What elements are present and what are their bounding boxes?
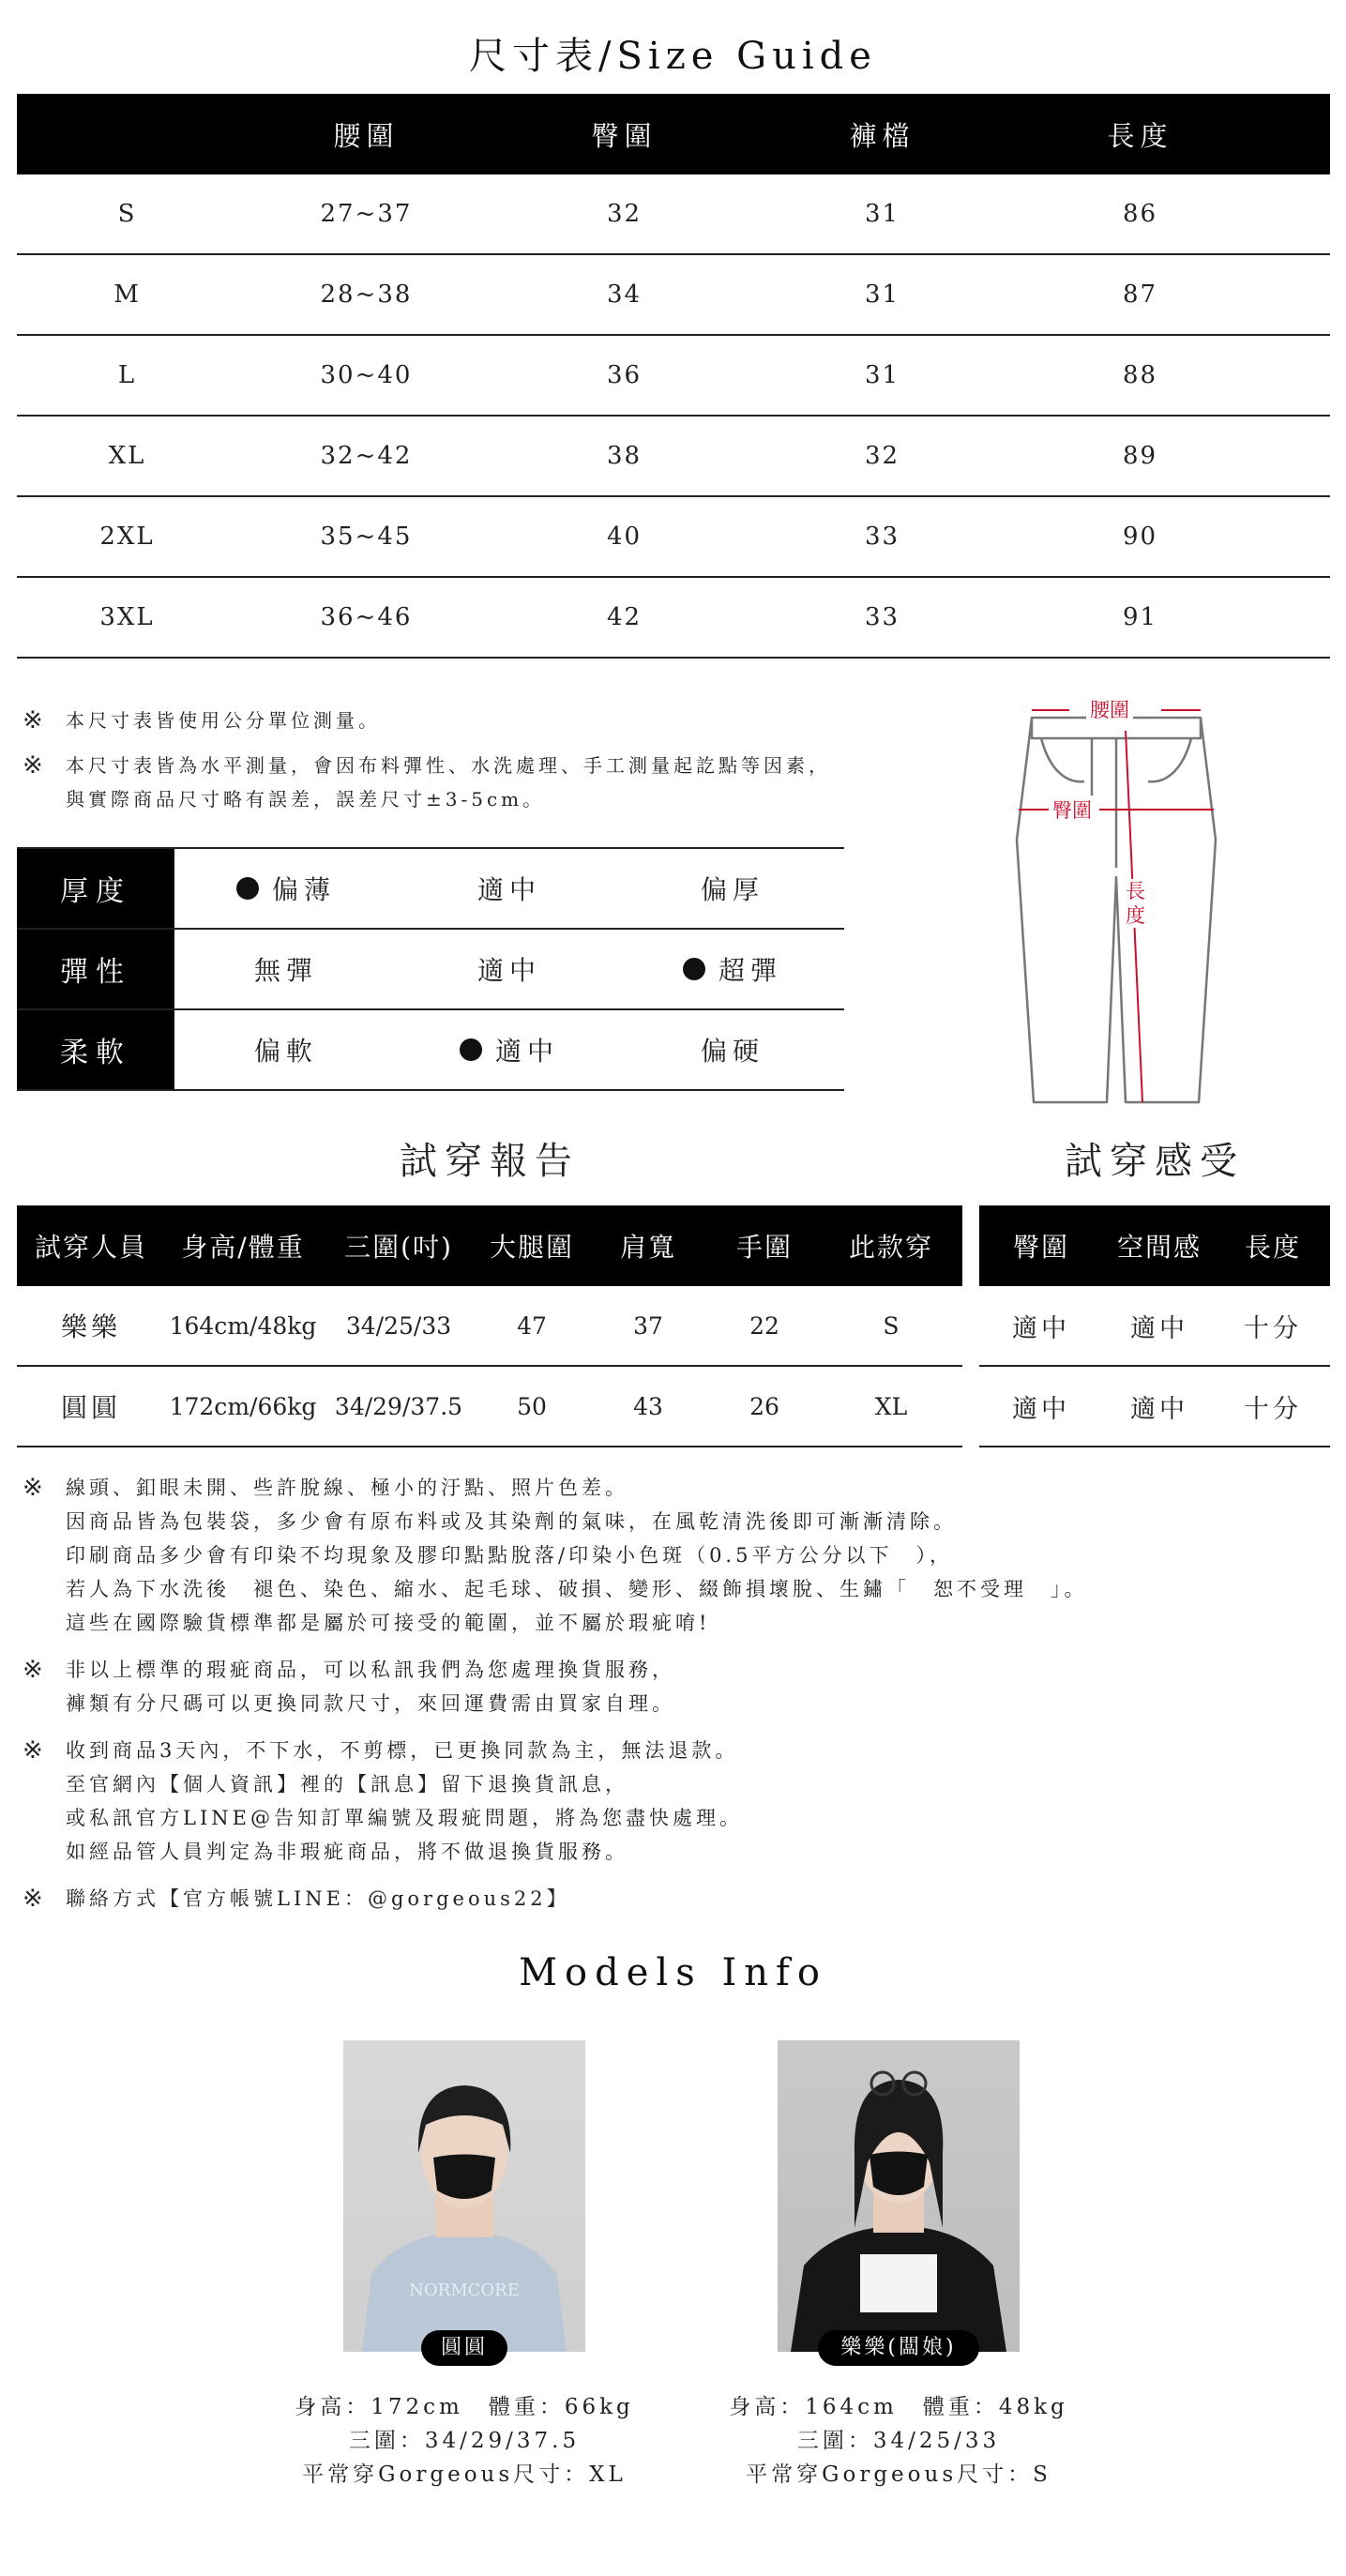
feel-option — [174, 930, 398, 1008]
length-label-char: 度 — [1126, 904, 1145, 927]
feel-row-thickness — [17, 847, 844, 930]
selected-dot-icon — [236, 877, 259, 900]
feel-option — [174, 1010, 398, 1089]
table-row — [17, 578, 1330, 659]
table-cell: 36 — [606, 361, 643, 389]
header-cell: 手圍 — [735, 1232, 793, 1263]
model-stat-line: 身高：164cm 體重：48kg — [729, 2395, 1068, 2419]
feel-row-softness — [17, 1010, 844, 1091]
model-stat-line: 三圍：34/25/33 — [796, 2429, 1001, 2453]
table-cell: 33 — [864, 603, 900, 631]
note-text: 與實際商品尺寸略有誤差，誤差尺寸±3-5cm。 — [66, 788, 546, 811]
table-cell: 27~37 — [320, 200, 413, 228]
policy-block-contact — [23, 1882, 1317, 1916]
header-cell: 身高/體重 — [181, 1232, 305, 1263]
length-label — [1126, 879, 1145, 928]
tester-name: 圓圓 — [60, 1392, 121, 1423]
model-stats — [253, 2390, 675, 2492]
header-cell: 試穿人員 — [34, 1232, 147, 1263]
table-cell: 32~42 — [320, 442, 413, 470]
table-cell: 十分 — [1244, 1394, 1302, 1424]
models-info-title: Models Info — [519, 1951, 827, 1994]
table-row — [979, 1286, 1330, 1367]
table-cell: S — [883, 1311, 900, 1340]
feel-option — [398, 849, 621, 928]
feel-label: 厚度 — [17, 849, 174, 928]
fabric-feel-table — [17, 847, 844, 1091]
table-row — [17, 497, 1330, 578]
table-cell: 43 — [633, 1392, 663, 1420]
reference-mark-icon: ※ — [23, 1656, 47, 1684]
table-cell: 35~45 — [320, 523, 413, 551]
option-label: 偏軟 — [253, 1036, 318, 1067]
table-cell: 適中 — [1012, 1313, 1070, 1343]
waist-label: 腰圍 — [1086, 695, 1133, 723]
model-stat-line: 三圍：34/29/37.5 — [348, 2429, 581, 2453]
table-cell: 50 — [517, 1392, 547, 1420]
svg-text:NORMCORE: NORMCORE — [409, 2281, 520, 2300]
table-cell: 34/29/37.5 — [334, 1392, 463, 1420]
table-cell: 37 — [633, 1311, 663, 1340]
policy-line: 或私訊官方LINE@告知訂單編號及瑕疵問題，將為您盡快處理。 — [66, 1807, 743, 1829]
selected-dot-icon — [683, 958, 705, 980]
table-row — [17, 417, 1330, 497]
contact-line: 聯絡方式【官方帳號LINE：@gorgeous22】 — [66, 1887, 570, 1910]
table-cell: 26 — [749, 1392, 779, 1420]
model-photo — [343, 2040, 585, 2352]
table-row — [17, 336, 1330, 417]
table-cell: 適中 — [1130, 1394, 1188, 1424]
policy-line: 收到商品3天內，不下水，不剪標，已更換同款為主，無法退款。 — [66, 1739, 739, 1762]
table-cell: 適中 — [1130, 1313, 1188, 1343]
reference-mark-icon: ※ — [23, 706, 47, 735]
table-cell: 172cm/66kg — [169, 1392, 317, 1420]
trial-report-title: 試穿報告 — [400, 1140, 580, 1183]
table-cell: 33 — [864, 523, 900, 551]
table-cell: 91 — [1122, 603, 1158, 631]
selected-dot-icon — [460, 1038, 482, 1061]
table-cell: 87 — [1122, 280, 1158, 309]
trial-report-header — [17, 1205, 962, 1286]
header-cell: 大腿圍 — [489, 1232, 574, 1263]
size-label: M — [113, 280, 141, 309]
table-cell: 十分 — [1244, 1313, 1302, 1343]
option-label: 偏厚 — [700, 874, 764, 905]
feel-option — [621, 930, 844, 1008]
trial-feel-table — [979, 1205, 1330, 1447]
policy-line: 這些在國際驗貨標準都是屬於可接受的範圍，並不屬於瑕疵唷! — [66, 1612, 711, 1634]
table-cell: 88 — [1122, 361, 1158, 389]
length-label-char: 長 — [1126, 880, 1145, 902]
header-cell: 褲檔 — [849, 119, 915, 152]
table-cell: 42 — [606, 603, 643, 631]
table-cell: 32 — [606, 200, 643, 228]
policy-line: 線頭、釦眼未開、些許脫線、極小的汙點、照片色差。 — [66, 1477, 628, 1499]
policy-line: 非以上標準的瑕疵商品，可以私訊我們為您處理換貨服務， — [66, 1659, 675, 1681]
size-table-header — [17, 94, 1330, 174]
table-cell: 164cm/48kg — [169, 1311, 317, 1340]
policy-line: 若人為下水洗後 褪色、染色、縮水、起毛球、破損、變形、綴飾損壞脫、生鏽「 恕不受理 」。 — [66, 1578, 1088, 1600]
table-cell: 適中 — [1012, 1394, 1070, 1424]
feel-option — [621, 849, 844, 928]
trial-report-table — [17, 1205, 962, 1447]
pants-measure-diagram — [994, 689, 1238, 1112]
feel-option — [398, 930, 621, 1008]
header-cell: 臀圍 — [1012, 1232, 1069, 1263]
feel-option — [174, 849, 398, 928]
header-cell: 腰圍 — [333, 119, 400, 152]
option-label: 偏硬 — [700, 1036, 764, 1067]
table-cell: 90 — [1122, 523, 1158, 551]
table-row — [979, 1367, 1330, 1447]
measure-note-1 — [23, 704, 960, 737]
header-cell: 此款穿 — [848, 1232, 933, 1263]
size-label: XL — [108, 442, 146, 470]
model-name-pill: 圓圓 — [421, 2330, 507, 2366]
note-text: 本尺寸表皆為水平測量，會因布料彈性、水洗處理、手工測量起訖點等因素， — [66, 754, 831, 777]
table-cell: 28~38 — [320, 280, 413, 309]
policy-block-exchange — [23, 1653, 1317, 1720]
size-label: 2XL — [99, 523, 155, 551]
option-label: 適中 — [476, 955, 541, 986]
header-cell: 長度 — [1107, 119, 1173, 152]
table-cell: 86 — [1122, 200, 1158, 228]
policy-line: 至官網內【個人資訊】裡的【訊息】留下退換貨訊息， — [66, 1773, 628, 1796]
option-label: 偏薄 — [271, 874, 336, 905]
hip-label: 臀圍 — [1051, 796, 1094, 824]
table-cell: 22 — [749, 1311, 779, 1340]
option-label: 適中 — [494, 1036, 559, 1067]
table-cell: 34 — [606, 280, 643, 309]
header-cell: 臀圍 — [591, 119, 658, 152]
model-stat-line: 平常穿Gorgeous尺寸：S — [746, 2462, 1051, 2487]
size-guide-title: 尺寸表/Size Guide — [469, 35, 877, 78]
option-label: 超彈 — [718, 955, 782, 986]
table-cell: 38 — [606, 442, 643, 470]
table-row — [17, 1367, 962, 1447]
feel-row-elasticity — [17, 930, 844, 1010]
table-cell: 31 — [864, 361, 900, 389]
table-cell: 47 — [517, 1311, 547, 1340]
model-stats — [688, 2390, 1110, 2492]
table-cell: 36~46 — [320, 603, 413, 631]
feel-label: 彈性 — [17, 930, 174, 1008]
policy-block-defects — [23, 1471, 1317, 1640]
size-table — [17, 94, 1330, 659]
header-cell: 肩寬 — [619, 1232, 676, 1263]
table-cell: 32 — [864, 442, 900, 470]
reference-mark-icon: ※ — [23, 751, 47, 780]
option-label: 適中 — [476, 874, 541, 905]
model-stat-line: 身高：172cm 體重：66kg — [295, 2395, 634, 2419]
policy-line: 印刷商品多少會有印染不均現象及膠印點點脫落/印染小色斑（0.5平方公分以下 ）， — [66, 1544, 953, 1567]
tester-name: 樂樂 — [60, 1311, 121, 1342]
policy-block-returns — [23, 1734, 1317, 1869]
note-text: 本尺寸表皆使用公分單位測量。 — [66, 709, 381, 732]
header-cell: 長度 — [1244, 1232, 1301, 1263]
model-figure-icon — [778, 2040, 1020, 2352]
table-cell: 40 — [606, 523, 643, 551]
reference-mark-icon: ※ — [23, 1736, 47, 1765]
feel-option — [398, 1010, 621, 1089]
reference-mark-icon: ※ — [23, 1885, 47, 1913]
feel-option — [621, 1010, 844, 1089]
policy-line: 如經品管人員判定為非瑕疵商品，將不做退換貨服務。 — [66, 1841, 628, 1863]
table-cell: 89 — [1122, 442, 1158, 470]
model-photo — [778, 2040, 1020, 2352]
policy-line: 褲類有分尺碼可以更換同款尺寸，來回運費需由買家自理。 — [66, 1692, 675, 1715]
table-cell: 34/25/33 — [345, 1311, 452, 1340]
table-cell: XL — [874, 1392, 908, 1420]
table-row — [17, 174, 1330, 255]
measure-note-2 — [23, 749, 960, 816]
reference-mark-icon: ※ — [23, 1474, 47, 1502]
trial-feel-title: 試穿感受 — [1065, 1140, 1245, 1183]
table-cell: 30~40 — [320, 361, 413, 389]
trial-feel-header — [979, 1205, 1330, 1286]
table-cell: 31 — [864, 200, 900, 228]
table-row — [17, 1286, 962, 1367]
size-label: 3XL — [99, 603, 155, 631]
pants-outline-icon — [994, 689, 1238, 1112]
model-name-pill: 樂樂(闆娘) — [818, 2330, 979, 2366]
return-policy-notes — [23, 1471, 1317, 1929]
model-figure-icon — [343, 2040, 585, 2352]
feel-label: 柔軟 — [17, 1010, 174, 1089]
table-row — [17, 255, 1330, 336]
size-label: L — [117, 361, 137, 389]
header-cell: 空間感 — [1116, 1232, 1202, 1263]
model-stat-line: 平常穿Gorgeous尺寸：XL — [302, 2462, 627, 2487]
option-label: 無彈 — [253, 955, 318, 986]
header-cell: 三圍(吋) — [344, 1232, 453, 1263]
policy-line: 因商品皆為包裝袋，多少會有原布料或及其染劑的氣味，在風乾清洗後即可漸漸清除。 — [66, 1510, 957, 1533]
table-cell: 31 — [864, 280, 900, 309]
size-label: S — [117, 200, 137, 228]
